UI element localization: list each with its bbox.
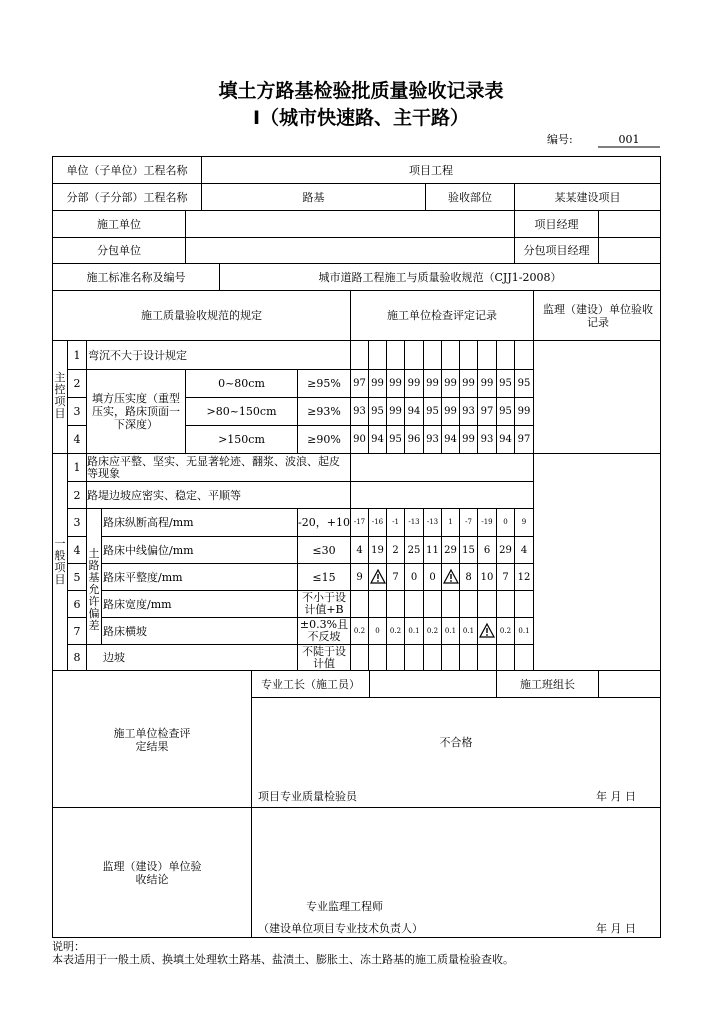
gen-item-no: 7 — [73, 624, 81, 638]
mc-range: 0~80cm — [218, 377, 265, 390]
value-cell: 4 — [356, 544, 363, 556]
gen-item-no: 3 — [73, 516, 81, 529]
standard-label: 施工标准名称及编号 — [86, 270, 186, 284]
value-cell: 9 — [356, 571, 363, 583]
value-cell: -13 — [408, 518, 420, 526]
value-cell: 94 — [407, 406, 421, 417]
inspector-label: 项目专业质量检验员 — [258, 790, 357, 803]
subcontract-unit-label: 分包单位 — [97, 244, 141, 257]
value-cell: 93 — [480, 434, 494, 445]
value-cell: 8 — [465, 571, 472, 583]
value-cell: -16 — [371, 518, 384, 526]
check-date: 年 月 日 — [596, 790, 636, 803]
value-cell: -13 — [426, 518, 439, 526]
gen-req: -20，+10 — [298, 516, 350, 529]
value-cell: 99 — [371, 378, 384, 389]
value-cell: 10 — [480, 571, 494, 583]
value-cell: 7 — [392, 571, 399, 583]
value-cell: 95 — [389, 434, 402, 445]
mc-req: ≥90% — [307, 433, 341, 446]
mc-req: ≥95% — [307, 377, 341, 390]
sub-project-value: 路基 — [302, 190, 325, 204]
value-cell: 94 — [371, 434, 384, 445]
value-cell: 99 — [407, 378, 421, 389]
value-cell: 99 — [444, 406, 457, 417]
mc-range: >80~150cm — [206, 405, 277, 418]
value-cell: 0.2 — [426, 626, 439, 635]
value-cell: 1 — [448, 518, 453, 526]
value-cell: 99 — [444, 378, 457, 389]
acceptance-part-value: 某某建设项目 — [554, 190, 621, 204]
gen-item-no: 6 — [73, 597, 81, 611]
value-cell: 2 — [392, 544, 399, 556]
gen-req: 不陡于设计值 — [302, 644, 346, 670]
value-cell: 95 — [499, 406, 512, 417]
number-label: 编号: — [547, 133, 573, 146]
value-cell: 0.2 — [499, 626, 512, 635]
value-cell: -17 — [353, 518, 366, 526]
value-cell: 93 — [462, 406, 475, 417]
gen-item-no: 1 — [73, 461, 81, 474]
value-cell: 97 — [353, 378, 366, 389]
value-cell: 7 — [502, 571, 509, 583]
value-cell: 93 — [353, 406, 366, 417]
value-cell: 90 — [353, 434, 366, 445]
acceptance-part-label: 验收部位 — [448, 190, 492, 204]
deviation-label: 土路基允许偏差 — [88, 547, 100, 632]
gen-req: 不小于设计值+B — [302, 591, 346, 616]
supervision-date: 年 月 日 — [596, 922, 636, 935]
value-cell: 0.2 — [389, 626, 402, 635]
mc-item-text: 弯沉不大于设计规定 — [88, 348, 187, 362]
value-cell: 99 — [389, 406, 402, 417]
notes-text: 本表适用于一般土质、换填土处理软土路基、盐渍土、膨胀土、冻土路基的施工质量检验查收。 — [52, 953, 514, 966]
value-cell: 4 — [520, 544, 528, 556]
value-cell: 0.1 — [444, 626, 457, 635]
value-cell: 11 — [426, 544, 439, 556]
general-label: 一般项目 — [54, 537, 66, 586]
value-cell: 29 — [499, 544, 512, 556]
value-cell: 0.1 — [408, 626, 420, 635]
project-manager-label: 项目经理 — [534, 217, 579, 231]
gen-item-text: 路床平整度/mm — [103, 570, 183, 584]
warning-icon — [370, 569, 386, 585]
warning-icon — [443, 569, 459, 585]
value-cell: 96 — [407, 434, 421, 445]
value-cell: 0.1 — [518, 626, 530, 635]
value-cell: 19 — [371, 544, 384, 556]
check-result-label: 施工单位检查评定结果 — [113, 727, 191, 753]
value-cell: 0.1 — [462, 626, 475, 635]
value-cell: -1 — [392, 518, 399, 526]
value-cell: 0.2 — [353, 626, 366, 635]
standard-value: 城市道路工程施工与质量验收规范（CJJ1-2008） — [318, 270, 562, 284]
unit-project-label: 单位（子单位）工程名称 — [66, 163, 188, 177]
gen-req: ≤30 — [312, 543, 336, 557]
supervision-label: 监理（建设）单位验收结论 — [102, 860, 202, 886]
warning-icon — [479, 623, 495, 639]
mc-item-no: 3 — [73, 405, 81, 418]
mc-item-no: 1 — [73, 348, 81, 362]
form-subtitle: Ⅰ（城市快速路、主干路） — [252, 107, 470, 129]
value-cell: -19 — [481, 518, 493, 526]
engineer-label: 专业监理工程师 — [306, 900, 383, 913]
value-cell: 95 — [371, 406, 384, 417]
gen-item-no: 4 — [73, 543, 81, 557]
owner-label: （建设单位项目专业技术负责人） — [258, 922, 423, 935]
supervision-column-header: 监理（建设）单位验收记录 — [543, 302, 653, 329]
record-column-header: 施工单位检查评定记录 — [387, 309, 497, 322]
unit-project-value: 项目工程 — [409, 163, 453, 177]
gen-item-text: 路堤边坡应密实、稳定、平顺等 — [87, 488, 241, 502]
value-cell: 15 — [462, 544, 475, 556]
value-cell: 99 — [462, 434, 475, 445]
mc-range: >150cm — [218, 433, 265, 446]
main-control-label: 主控项目 — [54, 371, 66, 420]
gen-item-no: 2 — [73, 488, 81, 502]
mc-req: ≥93% — [307, 405, 341, 418]
value-cell: -7 — [465, 518, 472, 526]
gen-req: ±0.3%且不反坡 — [299, 618, 349, 643]
form-title: 填土方路基检验批质量验收记录表 — [218, 80, 504, 102]
check-result-value: 不合格 — [439, 735, 473, 749]
value-cell: 0 — [429, 571, 436, 583]
sub-project-label: 分部（子分部）工程名称 — [66, 190, 188, 204]
value-cell: 0 — [410, 571, 418, 583]
value-cell: 95 — [499, 378, 512, 389]
gen-item-text: 路床宽度/mm — [103, 597, 172, 611]
mc-item-no: 4 — [73, 433, 81, 446]
team-leader-label: 施工班组长 — [520, 677, 575, 691]
value-cell: 99 — [517, 406, 531, 417]
value-cell: 29 — [444, 544, 457, 556]
compaction-label: 填方压实度（重型压实，路床顶面一下深度） — [92, 391, 180, 431]
gen-item-text: 边坡 — [103, 651, 125, 664]
gen-item-text: 路床横坡 — [103, 624, 147, 638]
subcontract-manager-label: 分包项目经理 — [523, 244, 590, 257]
value-cell: 9 — [521, 518, 527, 526]
number-value: 001 — [618, 133, 640, 146]
gen-item-text: 路床中线偏位/mm — [103, 543, 194, 557]
value-cell: 93 — [426, 434, 439, 445]
value-cell: 99 — [426, 378, 439, 389]
value-cell: 94 — [499, 434, 512, 445]
value-cell: 0 — [503, 518, 508, 526]
value-cell: 99 — [480, 378, 494, 389]
value-cell: 6 — [483, 544, 491, 556]
value-cell: 0 — [375, 626, 380, 635]
foreman-label: 专业工长（施工员） — [261, 677, 360, 691]
notes-label: 说明： — [52, 940, 85, 953]
gen-item-no: 8 — [73, 651, 81, 664]
value-cell: 12 — [517, 571, 531, 583]
gen-item-text: 路床纵断高程/mm — [103, 516, 194, 529]
value-cell: 97 — [480, 406, 494, 417]
gen-req: ≤15 — [312, 570, 336, 584]
mc-item-no: 2 — [73, 377, 81, 390]
value-cell: 99 — [462, 378, 475, 389]
value-cell: 95 — [426, 406, 439, 417]
gen-item-text: 路床应平整、坚实、无显著轮迹、翻浆、波浪、起皮等现象 — [87, 454, 340, 480]
value-cell: 99 — [389, 378, 402, 389]
value-cell: 97 — [517, 434, 531, 445]
value-cell: 25 — [407, 544, 421, 556]
value-cell: 95 — [517, 378, 531, 389]
gen-item-no: 5 — [73, 570, 81, 584]
value-cell: 94 — [444, 434, 457, 445]
construction-unit-label: 施工单位 — [97, 217, 141, 231]
spec-column-header: 施工质量验收规范的规定 — [141, 309, 262, 322]
